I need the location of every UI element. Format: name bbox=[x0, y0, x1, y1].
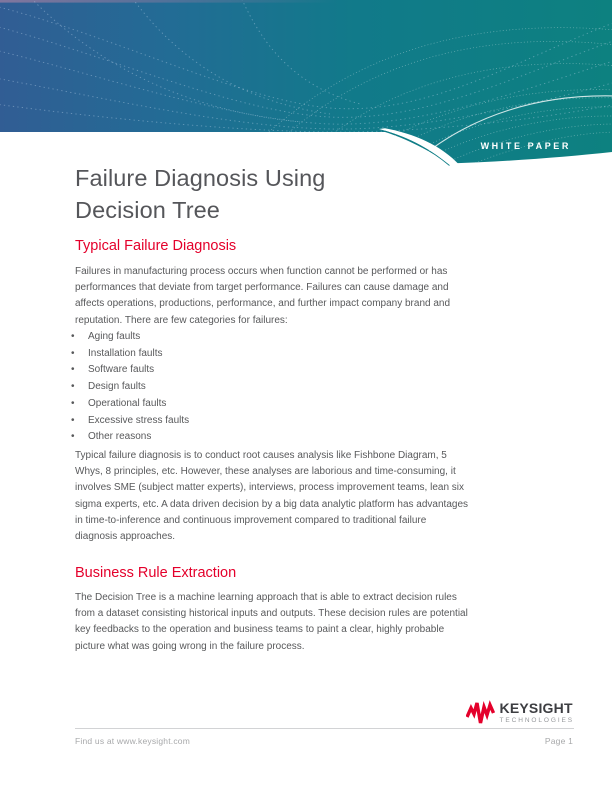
logo-sub-name: TECHNOLOGIES bbox=[499, 717, 574, 724]
page-title bbox=[75, 163, 325, 226]
keysight-logo-text bbox=[500, 701, 574, 725]
list-item: • Operational faults bbox=[70, 396, 450, 413]
keysight-spark-icon bbox=[466, 700, 495, 726]
page-title-line2: Decision Tree bbox=[75, 196, 220, 223]
list-item: • Software faults bbox=[70, 362, 450, 379]
section2-body-paragraph: The Decision Tree is a machine learning approach that is able to extract decision rules from a dataset consisting historical inputs and outputs. These decision rules are potential key feedbacks to the operation and business teams to paint a clear, highly probable picture what was going wrong in the failure process. bbox=[75, 592, 468, 652]
footer-website-link[interactable]: Find us at www.keysight.com bbox=[75, 736, 190, 746]
section-heading-business-rule-extraction: Business Rule Extraction bbox=[75, 565, 237, 581]
logo-brand-name: KEYSIGHT bbox=[499, 700, 573, 716]
failure-categories-list bbox=[70, 329, 450, 446]
white-paper-label: WHITE PAPER bbox=[480, 141, 571, 151]
list-item: • Other reasons bbox=[70, 429, 450, 446]
section1-intro-paragraph: Failures in manufacturing process occurs when function cannot be performed or has performances that deviate from target performance. Failures can cause damage and affects operations, productions, performance, and further impact company brand and reputation. There are few categories for failures: bbox=[75, 266, 451, 326]
list-item: • Design faults bbox=[70, 379, 450, 396]
section1-body-paragraph: Typical failure diagnosis is to conduct root causes analysis like Fishbone Diagram, 5 Whys, 8 principles, etc. However, these analyses are laborious and time-consuming, it involves SME (subject matter experts), interviews, process improvement teams, lean six sigma experts, etc. A data driven decision by a big data analytic platform has advantages in time-to-inference and continuous improvement compared to traditional failure diagnosis approaches. bbox=[75, 450, 469, 543]
page-title-line1: Failure Diagnosis Using bbox=[75, 165, 326, 191]
list-item: • Aging faults bbox=[70, 329, 450, 346]
section-heading-typical-failure-diagnosis: Typical Failure Diagnosis bbox=[75, 238, 237, 254]
footer-divider bbox=[75, 728, 574, 729]
list-item: • Installation faults bbox=[70, 346, 450, 363]
keysight-logo bbox=[466, 700, 574, 726]
page-number: Page 1 bbox=[544, 736, 573, 746]
list-item: • Excessive stress faults bbox=[70, 413, 450, 430]
